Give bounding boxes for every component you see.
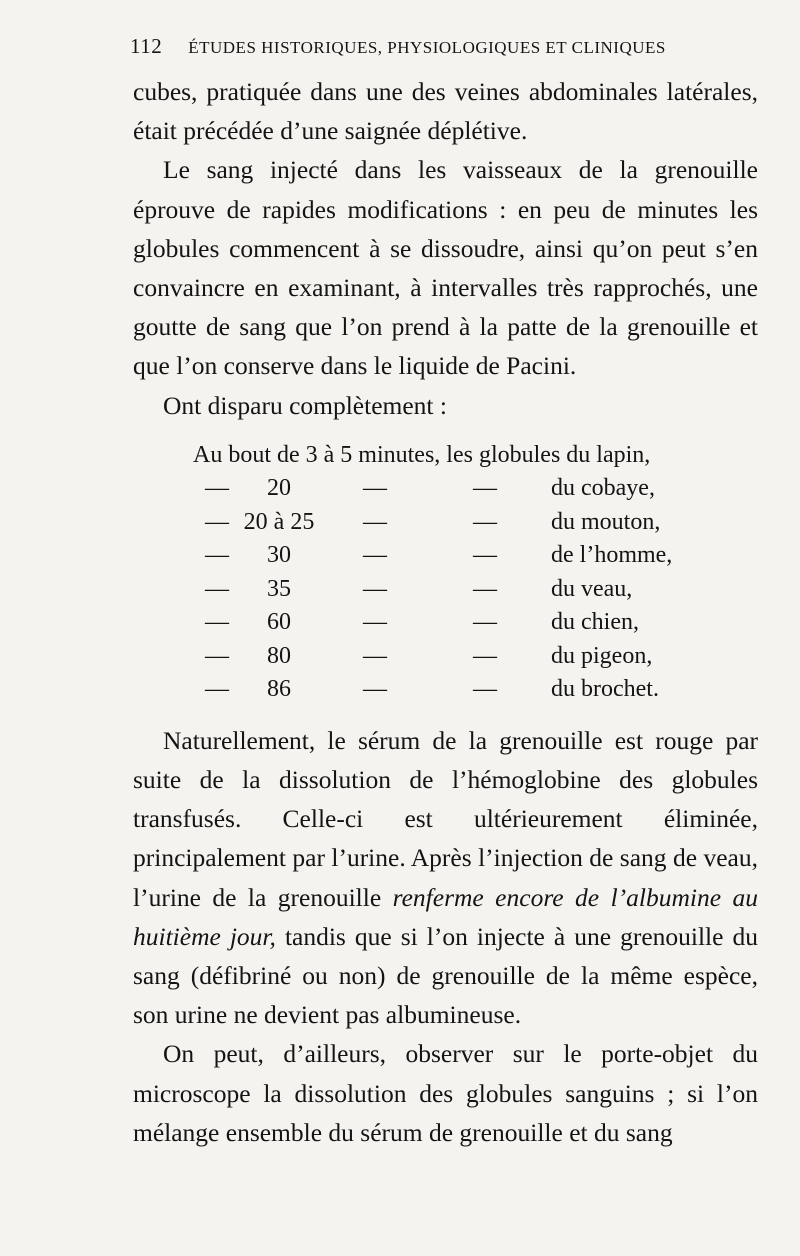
ditto-mark: —	[205, 575, 229, 602]
running-title: ÉTUDES HISTORIQUES, PHYSIOLOGIQUES ET CLINIQUES	[188, 38, 666, 57]
ditto-mark: —	[473, 609, 497, 636]
animal-label: du cobaye,	[551, 475, 655, 502]
ditto-mark: —	[205, 542, 229, 569]
paragraph-4	[133, 721, 758, 1035]
animal-label: de l’homme,	[551, 542, 673, 569]
ditto-mark: —	[205, 475, 229, 502]
ditto-mark: —	[473, 575, 497, 602]
table-row	[133, 539, 758, 573]
table-row	[133, 573, 758, 607]
ditto-mark: —	[473, 542, 497, 569]
paragraph-5: On peut, d’ailleurs, observer sur le porte-objet du microscope la dissolution des globules sanguins ; si l’on mélange ensemble du sérum de grenouille et du sang	[133, 1039, 758, 1147]
minutes-value: 60	[267, 609, 291, 636]
ditto-mark: —	[473, 642, 497, 669]
ditto-mark: —	[473, 676, 497, 703]
ditto-mark: —	[363, 508, 387, 535]
ditto-mark: —	[473, 475, 497, 502]
minutes-value: 20 à 25	[243, 508, 315, 535]
animal-label: du pigeon,	[551, 642, 653, 669]
minutes-value: 30	[267, 542, 291, 569]
paragraph-4-text-b: tandis que si l’on injecte à une grenouille du sang (défibriné ou non) de grenouille de la même espèce, son urine ne devient pas albumineuse.	[133, 921, 758, 1030]
ditto-mark: —	[205, 508, 229, 535]
ditto-mark: —	[205, 609, 229, 636]
ditto-mark: —	[205, 676, 229, 703]
page-number: 112	[130, 34, 163, 58]
table-first-row: Au bout de 3 à 5 minutes, les globules du lapin,	[193, 441, 651, 468]
ditto-mark: —	[363, 642, 387, 669]
animal-label: du chien,	[551, 609, 639, 636]
ditto-mark: —	[473, 508, 497, 535]
table-row	[133, 472, 758, 506]
paragraph-4-emphasis: renferme encore de l’albumine au huitième jour,	[133, 882, 758, 951]
ditto-mark: —	[363, 542, 387, 569]
minutes-value: 80	[267, 642, 291, 669]
page-body	[133, 72, 758, 1152]
animal-label: du brochet.	[551, 676, 659, 703]
animal-label: du veau,	[551, 575, 633, 602]
paragraph-2: Le sang injecté dans les vaisseaux de la grenouille éprouve de rapides modifications : en peu de minutes les globules commencent à se dissoudre, ainsi qu’on peut s’en convaincre en examinant, à intervalles très rapprochés, une goutte de sang que l’on prend à la patte de la grenouille et que l’on conserve dans le liquide de Pacini.	[133, 155, 758, 381]
ditto-mark: —	[363, 609, 387, 636]
animal-label: du mouton,	[551, 508, 661, 535]
paragraph-3: Ont disparu complètement :	[163, 390, 447, 420]
table-row	[133, 606, 758, 640]
paragraph-4-text-a: Naturellement, le sérum de la grenouille est rouge par suite de la dissolution de l’hémoglobine des globules transfusés. Celle-ci est ultérieurement éliminée, principalement par l’urine. Après l’injection de sang de veau, l’urine de la grenouille	[133, 725, 758, 912]
table-row	[133, 506, 758, 540]
table-row	[133, 673, 758, 707]
ditto-mark: —	[363, 575, 387, 602]
ditto-mark: —	[363, 676, 387, 703]
minutes-value: 35	[267, 575, 291, 602]
ditto-mark: —	[205, 642, 229, 669]
minutes-value: 20	[267, 475, 291, 502]
page-header	[130, 34, 770, 59]
ditto-mark: —	[363, 475, 387, 502]
dissolution-table	[133, 439, 758, 707]
minutes-value: 86	[267, 676, 291, 703]
table-row	[133, 640, 758, 674]
paragraph-1: cubes, pratiquée dans une des veines abdominales latérales, était précédée d’une saignée déplétive.	[133, 77, 758, 146]
